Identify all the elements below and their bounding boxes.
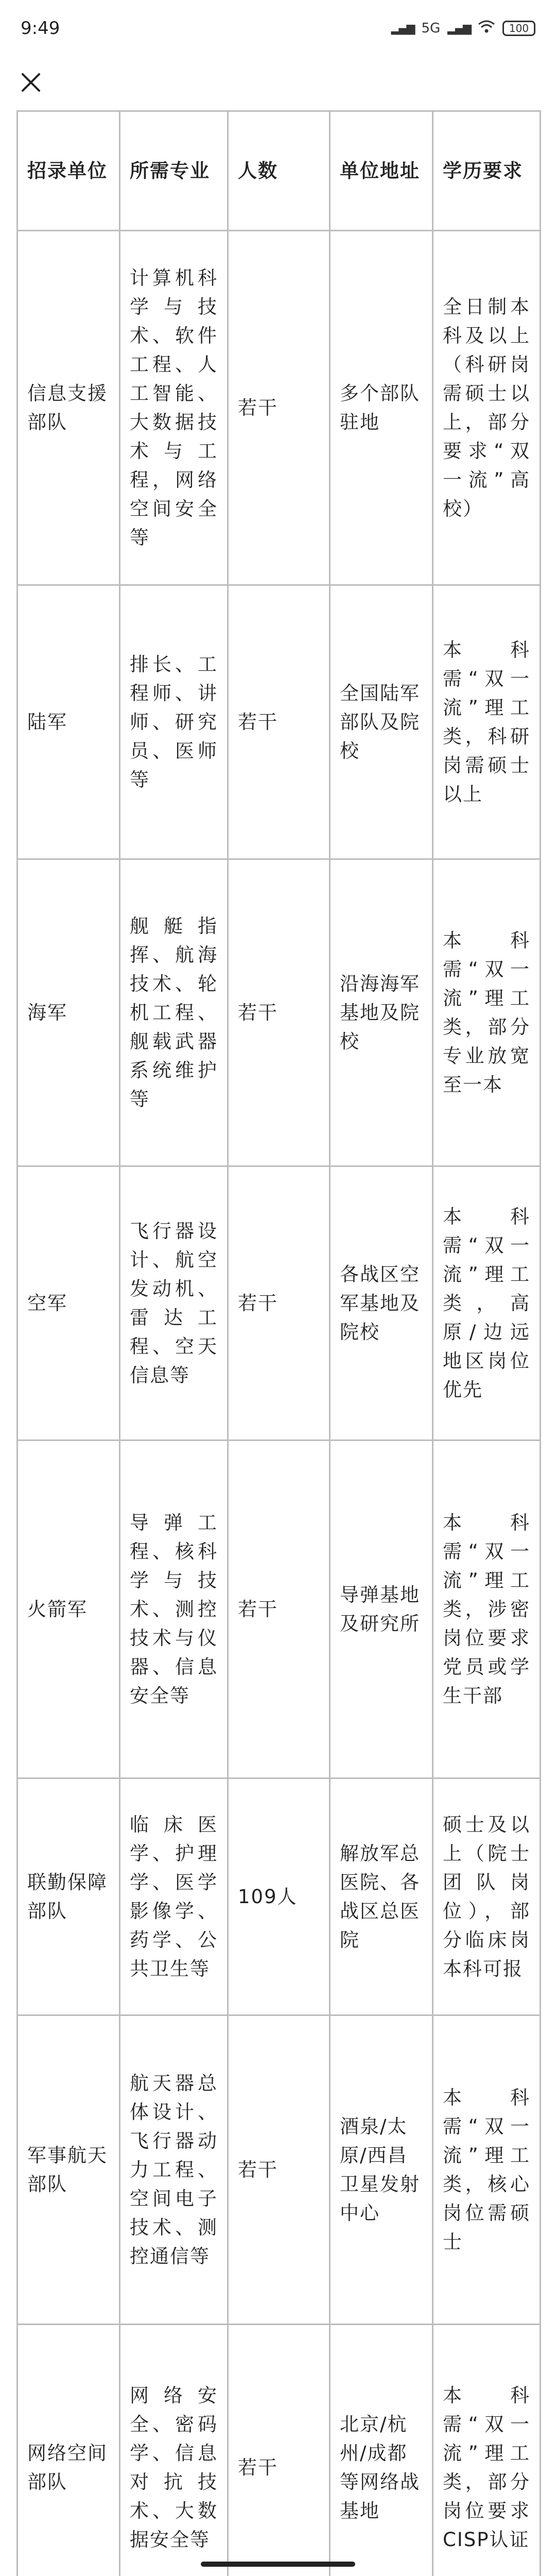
cell-major: 排长、工程师、讲师、研究员、医师等 <box>120 585 228 859</box>
status-icons <box>391 20 535 38</box>
cell-unit: 军事航天部队 <box>18 2015 120 2325</box>
battery-icon <box>502 21 535 36</box>
cell-location: 解放军总医院、各战区总医院 <box>330 1778 433 2015</box>
recruitment-table <box>16 110 541 2576</box>
cell-unit: 信息支援部队 <box>18 231 120 585</box>
cell-location: 多个部队驻地 <box>330 231 433 585</box>
cell-major: 计算机科学与技术、软件工程、人工智能、大数据技术与工程，网络空间安全等 <box>120 231 228 585</box>
cell-location: 酒泉/太原/西昌卫星发射中心 <box>330 2015 433 2325</box>
cell-count: 若干 <box>228 585 330 859</box>
cell-major: 临床医学、护理学、医学影像学、药学、公共卫生等 <box>120 1778 228 2015</box>
cell-count: 若干 <box>228 1166 330 1440</box>
signal-icon: ▂▄▆ <box>391 22 414 35</box>
recruitment-table-container <box>16 110 540 2576</box>
cell-unit: 网络空间部队 <box>18 2325 120 2576</box>
cell-education: 本科需“双一流”理工类，部分岗位要求CISP认证 <box>433 2325 541 2576</box>
table-row <box>18 2015 541 2325</box>
home-indicator <box>201 2562 355 2567</box>
table-row <box>18 1778 541 2015</box>
cell-count: 若干 <box>228 2325 330 2576</box>
status-time: 9:49 <box>21 18 60 39</box>
cell-major: 飞行器设计、航空发动机、雷达工程、空天信息等 <box>120 1166 228 1440</box>
signal-icon-2: ▂▄▆ <box>447 22 471 35</box>
nav-bar <box>0 57 556 108</box>
cell-unit: 火箭军 <box>18 1440 120 1778</box>
network-type: 5G <box>421 21 441 36</box>
cell-major: 舰艇指挥、航海技术、轮机工程、舰载武器系统维护等 <box>120 859 228 1166</box>
cell-location: 各战区空军基地及院校 <box>330 1166 433 1440</box>
cell-unit: 空军 <box>18 1166 120 1440</box>
table-row <box>18 585 541 859</box>
cell-education: 本科需“双一流”理工类，涉密岗位要求党员或学生干部 <box>433 1440 541 1778</box>
cell-education: 全日制本科及以上（科研岗需硕士以上，部分要求“双一流”高校） <box>433 231 541 585</box>
table-row <box>18 1440 541 1778</box>
status-bar <box>0 0 556 57</box>
cell-count: 若干 <box>228 2015 330 2325</box>
cell-education: 本科需“双一流”理工类，部分专业放宽至一本 <box>433 859 541 1166</box>
header-major: 所需专业 <box>120 111 228 231</box>
wifi-icon <box>478 20 495 38</box>
cell-location: 沿海海军基地及院校 <box>330 859 433 1166</box>
cell-education: 本科需“双一流”理工类，科研岗需硕士以上 <box>433 585 541 859</box>
header-count: 人数 <box>228 111 330 231</box>
cell-major: 网络安全、密码学、信息对抗技术、大数据安全等 <box>120 2325 228 2576</box>
table-row <box>18 859 541 1166</box>
header-location: 单位地址 <box>330 111 433 231</box>
cell-count: 若干 <box>228 1440 330 1778</box>
cell-education: 本科需“双一流”理工类，高原/边远地区岗位优先 <box>433 1166 541 1440</box>
table-row <box>18 1166 541 1440</box>
cell-major: 导弹工程、核科学与技术、测控技术与仪器、信息安全等 <box>120 1440 228 1778</box>
cell-unit: 联勤保障部队 <box>18 1778 120 2015</box>
cell-location: 导弹基地及研究所 <box>330 1440 433 1778</box>
table-header-row <box>18 111 541 231</box>
close-icon[interactable] <box>15 67 46 98</box>
cell-count: 若干 <box>228 231 330 585</box>
cell-count: 109人 <box>228 1778 330 2015</box>
cell-location: 北京/杭州/成都等网络战基地 <box>330 2325 433 2576</box>
header-unit: 招录单位 <box>18 111 120 231</box>
cell-education: 硕士及以上（院士团队岗位），部分临床岗本科可报 <box>433 1778 541 2015</box>
table-row <box>18 231 541 585</box>
cell-count: 若干 <box>228 859 330 1166</box>
cell-unit: 海军 <box>18 859 120 1166</box>
cell-major: 航天器总体设计、飞行器动力工程、空间电子技术、测控通信等 <box>120 2015 228 2325</box>
table-row <box>18 2325 541 2576</box>
header-education: 学历要求 <box>433 111 541 231</box>
cell-education: 本科需“双一流”理工类，核心岗位需硕士 <box>433 2015 541 2325</box>
cell-location: 全国陆军部队及院校 <box>330 585 433 859</box>
battery-level: 100 <box>509 22 529 35</box>
cell-unit: 陆军 <box>18 585 120 859</box>
